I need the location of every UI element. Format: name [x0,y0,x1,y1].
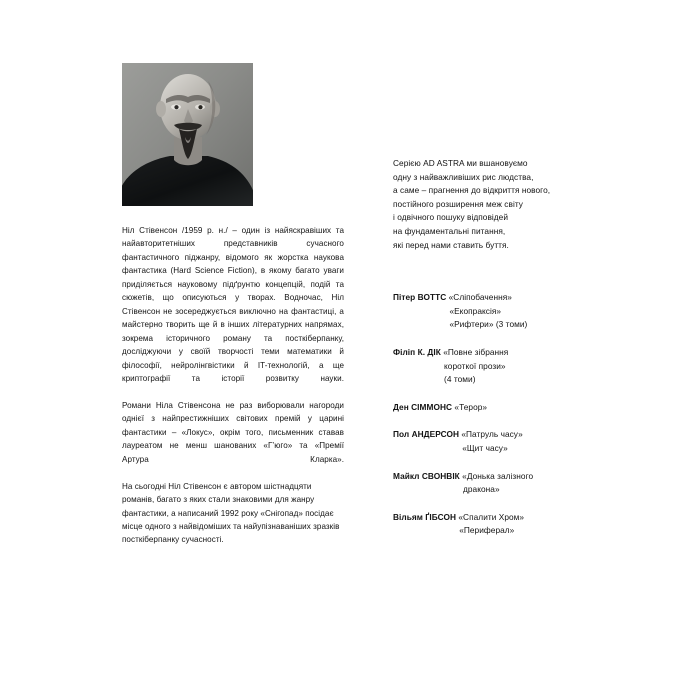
author-biography [122,224,344,547]
book-title-continued: дракона» [462,484,500,495]
book-title: «Спалити Хром» [458,511,525,522]
list-item [393,346,643,387]
book-author: Пітер ВОТТС [393,292,447,303]
series-book-list [393,291,643,538]
book-author: Майкл СВОНВІК [393,470,460,481]
list-item [393,470,643,497]
book-author: Ден СІММОНС [393,401,453,412]
intro-line: а саме – прагнення до відкриття нового, [393,185,551,196]
book-title-continued: (4 томи) [444,374,476,385]
book-author: Філіп К. ДІК [393,346,441,357]
list-item [393,401,643,415]
bio-paragraph-2: Романи Ніла Стівенсона не раз виборювали нагороди однієї з найпрестижніших світових премій у царині фантастики – «Локус», окрім того, письменник ставав лауреатом не менш шанованих «Г’юго» та «Премії Артура Кларка». [122,400,344,464]
book-title-continued: «Щит часу» [462,442,508,453]
book-title-continued: короткої прози» [444,360,506,371]
right-column [393,157,643,552]
book-author: Вільям ҐІБСОН [393,511,457,522]
intro-line: на фундаментальні питання, [393,225,506,236]
book-title: «Донька залізного [462,470,534,481]
intro-line: і одвічного пошуку відповідей [393,212,509,223]
book-title-continued: «Периферал» [459,525,515,536]
book-title: «Патруль часу» [461,429,523,440]
intro-line: постійного розширення меж світу [393,198,523,209]
bio-paragraph-1: Ніл Стівенсон /1959 р. н./ – один із найяскравіших та найавторитетніших представників сучасного фантастичного піджанру, відомого як жорстка наукова фантастика (Hard Science Fiction), в якому багато уваги приділяється науковому підґрунтю концепцій, подій та сюжетів, що описуються у творах. Водночас, Ніл Стівенсон не зосереджується виключно на фантастиці, а майстерно творить ще й в інших літературних напрямах, зокрема історичного роману та посткіберпанку, досліджуючи у своїй творчості теми математики й філософії, нейролінгвістики й IT-технологій, а ще криптографії та історії розвитку науки. [122,226,344,383]
series-intro [393,157,643,252]
list-item [393,428,643,455]
book-title-continued: «Рифтери» (3 томи) [449,319,528,330]
book-title: «Терор» [454,401,488,412]
intro-line: які перед нами ставить буття. [393,239,509,250]
book-title-continued: «Екопраксія» [449,305,502,316]
left-column [122,63,344,547]
list-item [393,291,643,332]
author-portrait-photo [122,63,253,206]
book-title: «Сліпобачення» [448,292,512,303]
bio-paragraph-3: На сьогодні Ніл Стівенсон є автором шістнадцяти романів, багато з яких стали знаковими для жанру фантастики, а написаний 1992 року «Снігопад» посідає місце одного з найвідоміших та найупізнаваніших зразків посткіберпанку сучасності. [122,481,340,545]
intro-line: одну з найважливіших рис людства, [393,171,534,182]
book-title: «Повне зібрання [443,346,509,357]
intro-line: Серією AD ASTRA ми вшановуємо [393,158,528,168]
book-author: Пол АНДЕРСОН [393,429,459,440]
list-item [393,511,643,538]
